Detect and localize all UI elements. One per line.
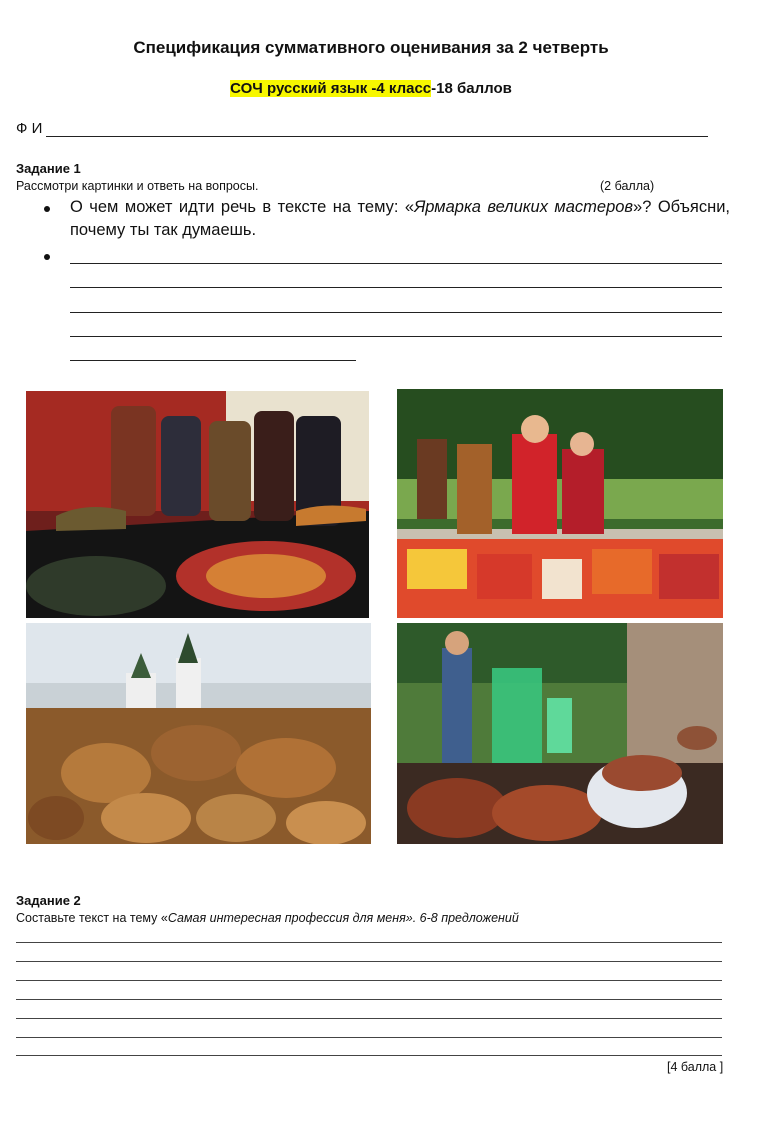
- task1-instruction: Рассмотри картинки и ответь на вопросы.: [16, 179, 259, 193]
- task1-heading: Задание 1: [16, 161, 81, 176]
- task2-points: [4 балла ]: [667, 1060, 724, 1074]
- answer-line[interactable]: [70, 287, 722, 288]
- bullet-dot: [44, 254, 50, 260]
- task2-instruction-prefix: Составьте текст на тему «: [16, 911, 168, 925]
- answer-line[interactable]: [16, 980, 722, 981]
- answer-line[interactable]: [70, 336, 722, 337]
- task2-heading: Задание 2: [16, 893, 81, 908]
- task2-instruction: [16, 911, 519, 925]
- answer-line[interactable]: [16, 942, 722, 943]
- question-topic: Ярмарка великих мастеров: [414, 198, 634, 216]
- question-text-2: »? Объясни, почему ты так думаешь.: [70, 198, 730, 239]
- fair-couple-photo: [397, 389, 723, 618]
- clay-pottery-photo: [397, 623, 723, 844]
- answer-line[interactable]: [16, 1055, 722, 1056]
- question-text-1: О чем может идти речь в тексте на тему: «: [70, 198, 415, 216]
- task1-question: [70, 196, 730, 242]
- page-title: Спецификация суммативного оценивания за 2 четверть: [133, 38, 609, 57]
- answer-line[interactable]: [70, 263, 722, 264]
- page-subtitle: [0, 80, 742, 97]
- felt-boots-photo: [26, 391, 369, 618]
- answer-line[interactable]: [16, 961, 722, 962]
- fio-label: Ф И: [16, 120, 43, 137]
- answer-line[interactable]: [70, 360, 356, 361]
- answer-line[interactable]: [16, 1037, 722, 1038]
- answer-line[interactable]: [16, 1018, 722, 1019]
- answer-line[interactable]: [16, 999, 722, 1000]
- subtitle-highlight: СОЧ русский язык -4 класс: [230, 80, 432, 97]
- task1-points: (2 балла): [600, 179, 655, 193]
- wicker-baskets-photo: [26, 623, 371, 844]
- bullet-dot: [44, 206, 50, 212]
- answer-line[interactable]: [70, 312, 722, 313]
- fio-input-line[interactable]: [46, 136, 708, 137]
- task2-topic: Самая интересная профессия для меня». 6-8 предложений: [167, 911, 519, 925]
- subtitle-points: -18 баллов: [431, 80, 512, 97]
